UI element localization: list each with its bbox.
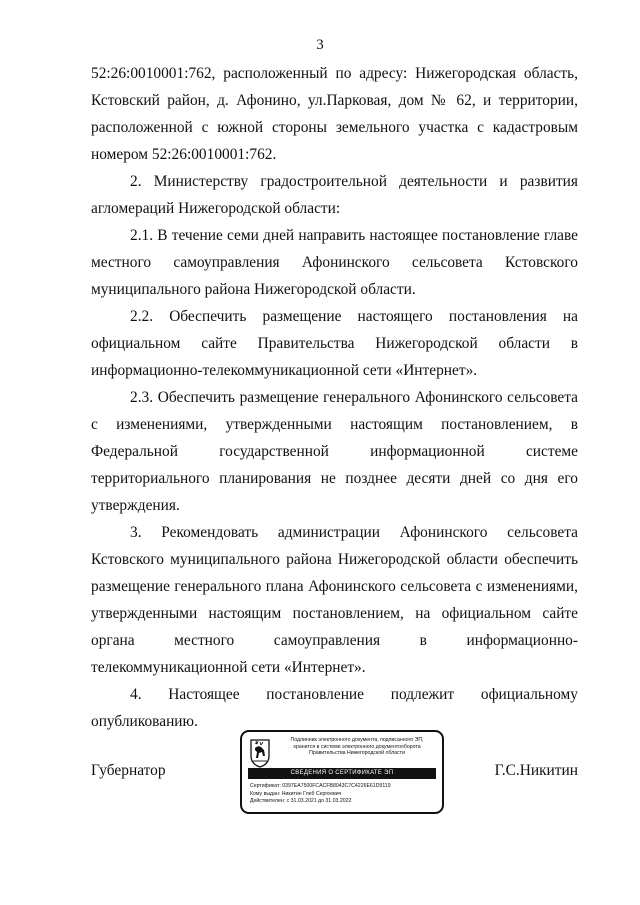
certificate-details	[250, 783, 438, 806]
document-body	[91, 60, 578, 735]
certificate-owner: Кому выдан: Никитин Глеб Сергеевич	[250, 790, 342, 797]
signatory-position: Губернатор	[91, 762, 166, 779]
certificate-validity: Действителен: с 31.03.2021 до 31.03.2022	[250, 798, 352, 805]
paragraph-item-2: 2. Министерству градостроительной деятельности и развития агломераций Нижегородской области:	[91, 173, 578, 217]
page-number: 3	[316, 37, 324, 53]
certificate-serial: Сертификат: 0397EA7500FCACFB8043C7C4226E61D9119	[250, 783, 391, 789]
signatory-name: Г.С.Никитин	[494, 762, 578, 779]
deer-coat-of-arms-icon	[249, 738, 271, 768]
stamp-header-line: хранится в системе электронного документооборота	[293, 743, 421, 750]
certificate-info-title: СВЕДЕНИЯ О СЕРТИФИКАТЕ ЭП	[248, 768, 436, 779]
stamp-header-line: Подлинник электронного документа, подписанного ЭП,	[290, 737, 424, 743]
paragraph-item-2-3: 2.3. Обеспечить размещение генерального Афонинского сельсовета с изменениями, утвержденными настоящим постановлением, в Федеральной государственной информационной системе территориального планирования не позднее десяти дней со дня его утверждения.	[91, 389, 578, 514]
paragraph-item-2-2: 2.2. Обеспечить размещение настоящего постановления на официальном сайте Правительства Нижегородской области в информационно-телекоммуникационной сети «Интернет».	[91, 308, 578, 379]
stamp-header	[276, 737, 438, 757]
digital-signature-stamp	[240, 730, 444, 814]
paragraph-item-4: 4. Настоящее постановление подлежит официальному опубликованию.	[91, 686, 578, 730]
paragraph-continuation: 52:26:0010001:762, расположенный по адресу: Нижегородская область, Кстовский район, д. Афонино, ул.Парковая, дом № 62, и территории, расположенной с южной стороны земельного участка с кадастровым номером 52:26:0010001:762.	[91, 65, 578, 163]
paragraph-item-3: 3. Рекомендовать администрации Афонинского сельсовета Кстовского муниципального района Нижегородской области обеспечить размещение генерального плана Афонинского сельсовета с изменениями, утвержденными настоящим постановлением, на официальном сайте органа местного самоуправления в информационно-телекоммуникационной сети «Интернет».	[91, 524, 578, 676]
stamp-header-line: Правительства Нижегородской области	[309, 750, 405, 756]
paragraph-item-2-1: 2.1. В течение семи дней направить настоящее постановление главе местного самоуправления Афонинского сельсовета Кстовского муниципального района Нижегородской области.	[91, 227, 578, 298]
